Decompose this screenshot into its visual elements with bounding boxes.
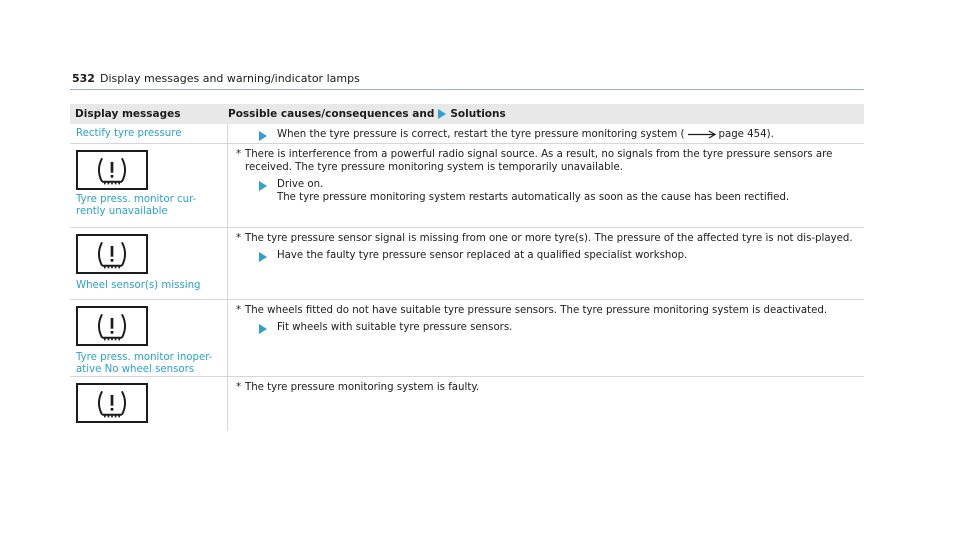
tyre-pressure-warning-icon	[76, 234, 148, 274]
action-item	[259, 321, 854, 336]
cause-text: The tyre pressure monitoring system is faulty.	[245, 382, 480, 393]
message-tyre-press-monitor-unavailable-line2[interactable]: rently unavailable	[76, 206, 168, 217]
tyre-pressure-warning-icon	[76, 150, 148, 190]
page-reference-link[interactable]: page 454).	[718, 129, 774, 140]
action-arrow-icon	[259, 321, 277, 336]
message-cell	[70, 377, 228, 431]
action-item	[259, 178, 854, 204]
message-tyre-press-monitor-unavailable-line1[interactable]: Tyre press. monitor cur-	[76, 194, 197, 205]
action-text-line1: Drive on.	[277, 179, 324, 190]
solution-cell	[228, 144, 864, 227]
cause-text: The wheels fitted do not have suitable tyre pressure sensors. The tyre pressure monitoring system is deactivated.	[245, 305, 828, 316]
cause-text: The tyre pressure sensor signal is missing from one or more tyre(s). The pressure of the affected tyre is not dis-played.	[245, 233, 853, 244]
action-text: Have the faulty tyre pressure sensor replaced at a qualified specialist workshop.	[277, 250, 688, 261]
action-arrow-icon	[259, 128, 277, 143]
solution-cell	[228, 300, 864, 376]
play-arrow-icon	[438, 109, 446, 119]
column-header-causes-label: Possible causes/consequences and	[228, 108, 435, 120]
column-header-display-messages: Display messages	[75, 108, 181, 120]
cause-item	[236, 232, 854, 245]
action-text	[277, 128, 774, 143]
page-reference-arrow-icon[interactable]	[687, 130, 717, 139]
table-header	[70, 104, 864, 124]
display-messages-table	[70, 104, 864, 431]
cause-text: There is interference from a powerful radio signal source. As a result, no signals from the tyre pressure sensors are received. The tyre pressure monitoring system is temporarily unavailable.	[245, 149, 833, 173]
message-cell	[70, 228, 228, 299]
message-cell	[70, 300, 228, 376]
column-header-causes-solutions	[228, 108, 506, 120]
table-row	[70, 228, 864, 300]
message-cell	[70, 144, 228, 227]
page-header	[70, 70, 864, 90]
column-header-solutions-label: Solutions	[450, 108, 506, 120]
action-item	[259, 249, 854, 264]
bullet-marker: *	[236, 149, 242, 160]
tyre-pressure-warning-icon	[76, 383, 148, 423]
message-cell	[70, 124, 228, 143]
action-text: Fit wheels with suitable tyre pressure sensors.	[277, 322, 513, 333]
chapter-title: Display messages and warning/indicator lamps	[100, 72, 360, 85]
action-arrow-icon	[259, 249, 277, 264]
message-tyre-press-monitor-inoperative-line1[interactable]: Tyre press. monitor inoper-	[76, 352, 213, 363]
table-row	[70, 377, 864, 431]
table-row	[70, 300, 864, 377]
table-row	[70, 144, 864, 228]
cause-item	[236, 381, 854, 394]
bullet-marker: *	[236, 233, 242, 244]
bullet-marker: *	[236, 305, 242, 316]
cause-item	[236, 304, 854, 317]
page-number: 532	[72, 72, 95, 85]
message-tyre-press-monitor-inoperative-line2[interactable]: ative No wheel sensors	[76, 364, 195, 375]
bullet-marker: *	[236, 382, 242, 393]
action-text	[277, 178, 789, 204]
action-arrow-icon	[259, 178, 277, 204]
action-text-main: When the tyre pressure is correct, restart the tyre pressure monitoring system (	[277, 129, 685, 140]
table-row	[70, 124, 864, 144]
message-wheel-sensors-missing[interactable]: Wheel sensor(s) missing	[76, 280, 201, 291]
message-rectify-tyre-pressure[interactable]: Rectify tyre pressure	[76, 128, 182, 139]
action-text-line2: The tyre pressure monitoring system restarts automatically as soon as the cause has been rectified.	[277, 192, 790, 203]
solution-cell	[228, 124, 864, 143]
tyre-pressure-warning-icon	[76, 306, 148, 346]
solution-cell	[228, 377, 864, 431]
cause-item	[236, 148, 854, 174]
solution-cell	[228, 228, 864, 299]
